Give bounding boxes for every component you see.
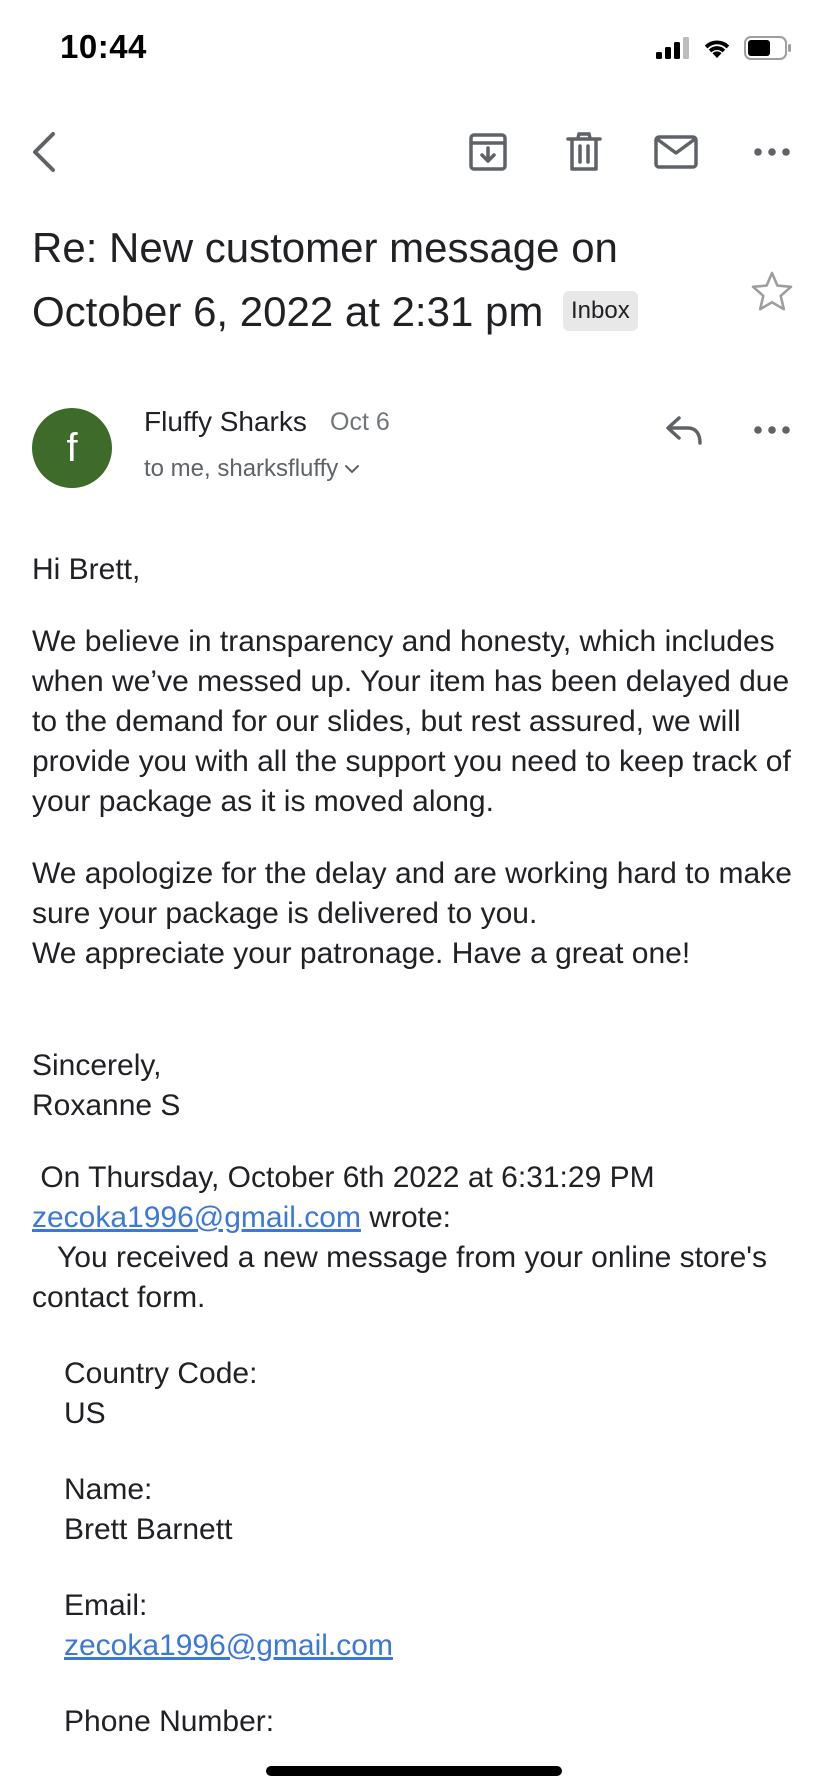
quote-header: On Thursday, October 6th 2022 at 6:31:29 PM <box>32 1161 655 1194</box>
signature: Roxanne S <box>32 1089 181 1122</box>
chevron-left-icon <box>29 131 59 173</box>
sender-avatar: f <box>32 408 112 488</box>
recipients-text: to me, sharksfluffy <box>144 455 339 482</box>
body-paragraph: We appreciate your patronage. Have a great one! <box>32 937 691 970</box>
body-paragraph: We apologize for the delay and are working hard to make sure your package is delivered to you. <box>32 857 792 930</box>
field-label: Name: <box>64 1473 153 1506</box>
sender-date: Oct 6 <box>330 408 390 436</box>
email-toolbar <box>0 110 828 192</box>
field-label: Email: <box>64 1589 148 1622</box>
chevron-down-icon <box>344 464 360 474</box>
sender-name: Fluffy Sharks <box>144 406 307 437</box>
status-bar <box>0 0 828 100</box>
mark-unread-button[interactable] <box>646 122 706 182</box>
more-horizontal-icon <box>754 147 790 157</box>
status-icons <box>656 36 792 60</box>
trash-icon <box>566 132 602 172</box>
back-button[interactable] <box>14 122 74 182</box>
reply-button[interactable] <box>658 404 710 456</box>
more-horizontal-icon <box>754 425 790 435</box>
status-time: 10:44 <box>60 28 147 65</box>
signoff: Sincerely, <box>32 1049 162 1082</box>
reply-icon <box>664 414 704 446</box>
cellular-signal-icon <box>656 37 690 59</box>
field-label: Country Code: <box>64 1357 258 1390</box>
inbox-label-badge[interactable]: Inbox <box>563 291 638 331</box>
battery-icon <box>744 36 792 60</box>
field-value: Brett Barnett <box>64 1513 233 1546</box>
more-options-button[interactable] <box>742 122 802 182</box>
field-email-link[interactable]: zecoka1996@gmail.com <box>64 1629 393 1662</box>
greeting: Hi Brett, <box>32 553 141 586</box>
wifi-icon <box>702 37 732 59</box>
field-value: US <box>64 1397 106 1430</box>
quote-attribution <box>32 1198 802 1238</box>
envelope-icon <box>654 135 698 169</box>
subject-text: Re: New customer message on October 6, 2022 at 2:31 pm <box>32 224 618 335</box>
email-subject <box>32 216 732 344</box>
quote-wrote: wrote: <box>360 1201 451 1234</box>
archive-icon <box>468 132 508 172</box>
star-icon[interactable] <box>748 268 796 316</box>
quote-intro: You received a new message from your online store's contact form. <box>32 1241 776 1314</box>
email-body <box>32 550 802 1742</box>
message-more-button[interactable] <box>744 404 800 456</box>
home-indicator[interactable] <box>266 1766 562 1776</box>
recipients-toggle[interactable] <box>144 455 360 483</box>
delete-button[interactable] <box>554 122 614 182</box>
quote-email-link[interactable]: zecoka1996@gmail.com <box>32 1201 361 1234</box>
field-label: Phone Number: <box>64 1705 275 1738</box>
field-value-email <box>32 1626 802 1666</box>
archive-button[interactable] <box>458 122 518 182</box>
body-paragraph: We believe in transparency and honesty, which includes when we’ve messed up. Your item has been delayed due to the demand for our slides, but rest assured, we will provide you with all the support you need to keep track of your package as it is moved along. <box>32 625 791 818</box>
